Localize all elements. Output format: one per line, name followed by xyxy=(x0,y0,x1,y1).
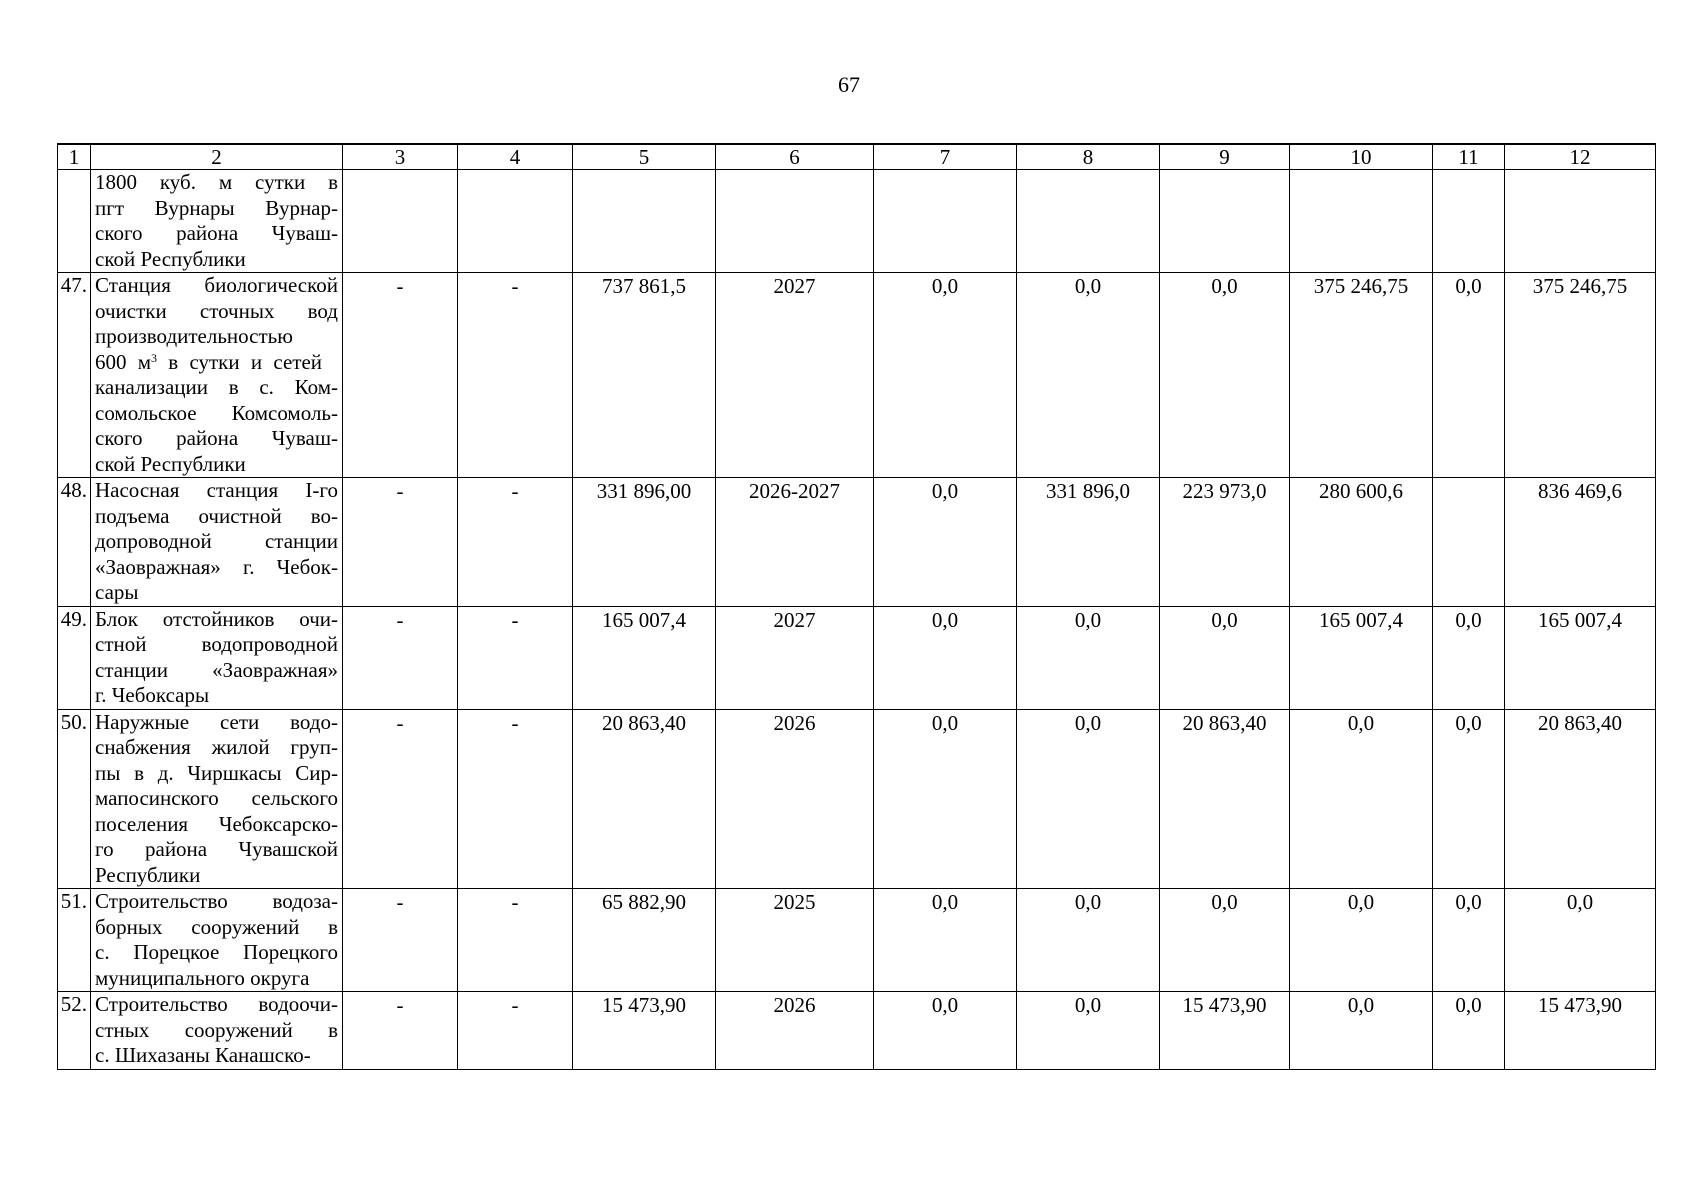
value-cell-col-5: 20 863,40 xyxy=(573,709,716,889)
page-number: 67 xyxy=(838,72,860,97)
value-cell-col-7: 0,0 xyxy=(874,478,1017,607)
name-text: Наружные сети водо- xyxy=(95,709,338,734)
name-text: снабжения жилой груп- xyxy=(95,735,338,759)
row-number-cell: 52. xyxy=(58,992,91,1070)
name-line xyxy=(95,710,338,736)
value-cell-col-6: 2026 xyxy=(716,709,874,889)
value-cell-col-10: 280 600,6 xyxy=(1290,478,1433,607)
value-cell-col-6: 2026 xyxy=(716,992,874,1070)
name-text: в сутки и сетей xyxy=(157,349,322,374)
name-line xyxy=(95,940,338,966)
name-line xyxy=(95,992,338,1018)
value-cell-col-4: - xyxy=(458,273,573,478)
row-number-cell: 47. xyxy=(58,273,91,478)
header-cell: 2 xyxy=(91,144,343,170)
name-text: пгт Вурнары Вурнар- xyxy=(95,195,338,220)
name-line xyxy=(95,299,338,325)
header-cell: 11 xyxy=(1433,144,1505,170)
name-text: Блок отстойников очи- xyxy=(95,606,338,631)
name-line xyxy=(95,478,338,504)
name-line xyxy=(95,504,338,530)
table-row xyxy=(58,170,1656,273)
value-cell-col-5: 165 007,4 xyxy=(573,606,716,709)
value-cell-col-6 xyxy=(716,170,874,273)
name-line xyxy=(95,786,338,812)
value-cell-col-6: 2026-2027 xyxy=(716,478,874,607)
name-line xyxy=(95,607,338,633)
object-name-cell xyxy=(91,170,343,273)
value-cell-col-4: - xyxy=(458,478,573,607)
name-text: допроводной станции xyxy=(95,529,338,553)
row-number-cell xyxy=(58,170,91,273)
name-text: ского района Чуваш- xyxy=(95,221,338,245)
name-line xyxy=(95,683,338,709)
value-cell-col-10: 0,0 xyxy=(1290,992,1433,1070)
table-row xyxy=(58,478,1656,607)
name-line xyxy=(95,426,338,452)
header-cell: 5 xyxy=(573,144,716,170)
name-text: очистки сточных вод xyxy=(95,298,338,323)
value-cell-col-5: 15 473,90 xyxy=(573,992,716,1070)
name-text: г. Чебоксары xyxy=(95,683,210,707)
name-line xyxy=(95,170,338,196)
row-number-cell: 50. xyxy=(58,709,91,889)
value-cell-col-12: 0,0 xyxy=(1505,889,1656,992)
table-row xyxy=(58,273,1656,478)
name-line xyxy=(95,837,338,863)
value-cell-col-10: 165 007,4 xyxy=(1290,606,1433,709)
value-cell-col-8: 0,0 xyxy=(1017,709,1160,889)
name-text: Насосная станция I-го xyxy=(95,478,338,502)
value-cell-col-11: 0,0 xyxy=(1433,606,1505,709)
value-cell-col-8 xyxy=(1017,170,1160,273)
value-cell-col-3: - xyxy=(343,709,458,889)
value-cell-col-9: 0,0 xyxy=(1160,273,1290,478)
data-table xyxy=(57,143,1656,1070)
name-text: станции «Заовражная» xyxy=(95,657,338,682)
value-cell-col-5: 331 896,00 xyxy=(573,478,716,607)
header-cell: 6 xyxy=(716,144,874,170)
object-name-cell xyxy=(91,992,343,1070)
value-cell-col-8: 0,0 xyxy=(1017,889,1160,992)
value-cell-col-10: 0,0 xyxy=(1290,709,1433,889)
name-text: с. Шихазаны Канашско- xyxy=(95,1043,311,1067)
name-line xyxy=(95,555,338,581)
value-cell-col-8: 0,0 xyxy=(1017,992,1160,1070)
name-text: ского района Чуваш- xyxy=(95,426,338,450)
name-text: Республики xyxy=(95,862,201,887)
header-cell: 3 xyxy=(343,144,458,170)
value-cell-col-7: 0,0 xyxy=(874,992,1017,1070)
value-cell-col-11: 0,0 xyxy=(1433,889,1505,992)
value-cell-col-9: 15 473,90 xyxy=(1160,992,1290,1070)
name-text: сомольское Комсомоль- xyxy=(95,400,338,425)
value-cell-col-4: - xyxy=(458,889,573,992)
value-cell-col-12 xyxy=(1505,170,1656,273)
table-row xyxy=(58,606,1656,709)
value-cell-col-8: 0,0 xyxy=(1017,273,1160,478)
value-cell-col-12: 375 246,75 xyxy=(1505,273,1656,478)
header-cell: 8 xyxy=(1017,144,1160,170)
name-text: «Заовражная» г. Чебок- xyxy=(95,554,338,579)
value-cell-col-12: 20 863,40 xyxy=(1505,709,1656,889)
value-cell-col-10 xyxy=(1290,170,1433,273)
value-cell-col-3: - xyxy=(343,606,458,709)
name-text: подъема очистной во- xyxy=(95,503,338,528)
value-cell-col-9 xyxy=(1160,170,1290,273)
name-line xyxy=(95,915,338,941)
name-text: мапосинского сельского xyxy=(95,786,338,810)
name-text: стной водопроводной xyxy=(95,632,338,656)
table-row xyxy=(58,889,1656,992)
name-text: с. Порецкое Порецкого xyxy=(95,940,338,964)
value-cell-col-7: 0,0 xyxy=(874,606,1017,709)
name-line xyxy=(95,632,338,658)
name-text: ской Республики xyxy=(95,246,246,271)
value-cell-col-7: 0,0 xyxy=(874,273,1017,478)
value-cell-col-3: - xyxy=(343,889,458,992)
value-cell-col-11: 0,0 xyxy=(1433,992,1505,1070)
value-cell-col-7 xyxy=(874,170,1017,273)
object-name-cell xyxy=(91,478,343,607)
value-cell-col-5: 737 861,5 xyxy=(573,273,716,478)
value-cell-col-4 xyxy=(458,170,573,273)
value-cell-col-4: - xyxy=(458,606,573,709)
value-cell-col-10: 375 246,75 xyxy=(1290,273,1433,478)
name-text: стных сооружений в xyxy=(95,1017,338,1042)
value-cell-col-8: 331 896,0 xyxy=(1017,478,1160,607)
value-cell-col-11: 0,0 xyxy=(1433,709,1505,889)
name-line xyxy=(95,863,338,889)
name-line xyxy=(95,1018,338,1044)
name-line xyxy=(95,221,338,247)
name-line xyxy=(95,375,338,401)
name-line xyxy=(95,529,338,555)
value-cell-col-3 xyxy=(343,170,458,273)
value-cell-col-11: 0,0 xyxy=(1433,273,1505,478)
value-cell-col-11 xyxy=(1433,170,1505,273)
name-text: канализации в с. Ком- xyxy=(95,375,338,399)
name-line xyxy=(95,966,338,992)
superscript: 3 xyxy=(151,350,158,365)
name-text: производительностью xyxy=(95,324,293,348)
value-cell-col-11 xyxy=(1433,478,1505,607)
value-cell-col-7: 0,0 xyxy=(874,709,1017,889)
header-cell: 1 xyxy=(58,144,91,170)
name-text: 600 м xyxy=(95,349,152,374)
name-text: ской Республики xyxy=(95,451,246,476)
object-name-cell xyxy=(91,889,343,992)
header-cell: 10 xyxy=(1290,144,1433,170)
name-text: муниципального округа xyxy=(95,965,310,990)
header-cell: 9 xyxy=(1160,144,1290,170)
name-line xyxy=(95,452,338,478)
name-line xyxy=(95,350,338,376)
value-cell-col-9: 0,0 xyxy=(1160,889,1290,992)
name-line xyxy=(95,401,338,427)
value-cell-col-3: - xyxy=(343,273,458,478)
value-cell-col-12: 836 469,6 xyxy=(1505,478,1656,607)
value-cell-col-7: 0,0 xyxy=(874,889,1017,992)
row-number-cell: 48. xyxy=(58,478,91,607)
name-line xyxy=(95,196,338,222)
value-cell-col-4: - xyxy=(458,709,573,889)
name-text: пы в д. Чиршкасы Сир- xyxy=(95,760,338,785)
object-name-cell xyxy=(91,709,343,889)
table-row xyxy=(58,709,1656,889)
name-line xyxy=(95,812,338,838)
name-text: борных сооружений в xyxy=(95,914,338,939)
name-line xyxy=(95,889,338,915)
value-cell-col-3: - xyxy=(343,478,458,607)
value-cell-col-6: 2027 xyxy=(716,606,874,709)
header-cell: 7 xyxy=(874,144,1017,170)
value-cell-col-8: 0,0 xyxy=(1017,606,1160,709)
name-text: Строительство водоза- xyxy=(95,889,338,913)
row-number-cell: 51. xyxy=(58,889,91,992)
value-cell-col-3: - xyxy=(343,992,458,1070)
name-text: 1800 куб. м сутки в xyxy=(95,170,338,194)
value-cell-col-9: 0,0 xyxy=(1160,606,1290,709)
value-cell-col-5: 65 882,90 xyxy=(573,889,716,992)
object-name-cell xyxy=(91,273,343,478)
value-cell-col-5 xyxy=(573,170,716,273)
value-cell-col-6: 2025 xyxy=(716,889,874,992)
name-line xyxy=(95,580,338,606)
name-line xyxy=(95,1043,338,1069)
object-name-cell xyxy=(91,606,343,709)
name-line xyxy=(95,658,338,684)
name-text: Станция биологической xyxy=(95,273,338,297)
name-line xyxy=(95,324,338,350)
name-text: поселения Чебоксарско- xyxy=(95,811,338,836)
name-line xyxy=(95,761,338,787)
value-cell-col-12: 165 007,4 xyxy=(1505,606,1656,709)
header-cell: 12 xyxy=(1505,144,1656,170)
value-cell-col-12: 15 473,90 xyxy=(1505,992,1656,1070)
value-cell-col-9: 223 973,0 xyxy=(1160,478,1290,607)
name-line xyxy=(95,247,338,273)
value-cell-col-9: 20 863,40 xyxy=(1160,709,1290,889)
name-text: Строительство водоочи- xyxy=(95,992,338,1016)
table-row xyxy=(58,992,1656,1070)
value-cell-col-10: 0,0 xyxy=(1290,889,1433,992)
name-text: го района Чувашской xyxy=(95,837,338,861)
value-cell-col-6: 2027 xyxy=(716,273,874,478)
name-line xyxy=(95,273,338,299)
value-cell-col-4: - xyxy=(458,992,573,1070)
header-cell: 4 xyxy=(458,144,573,170)
name-text: сары xyxy=(95,580,139,604)
table-header-row xyxy=(58,144,1656,170)
name-line xyxy=(95,735,338,761)
row-number-cell: 49. xyxy=(58,606,91,709)
